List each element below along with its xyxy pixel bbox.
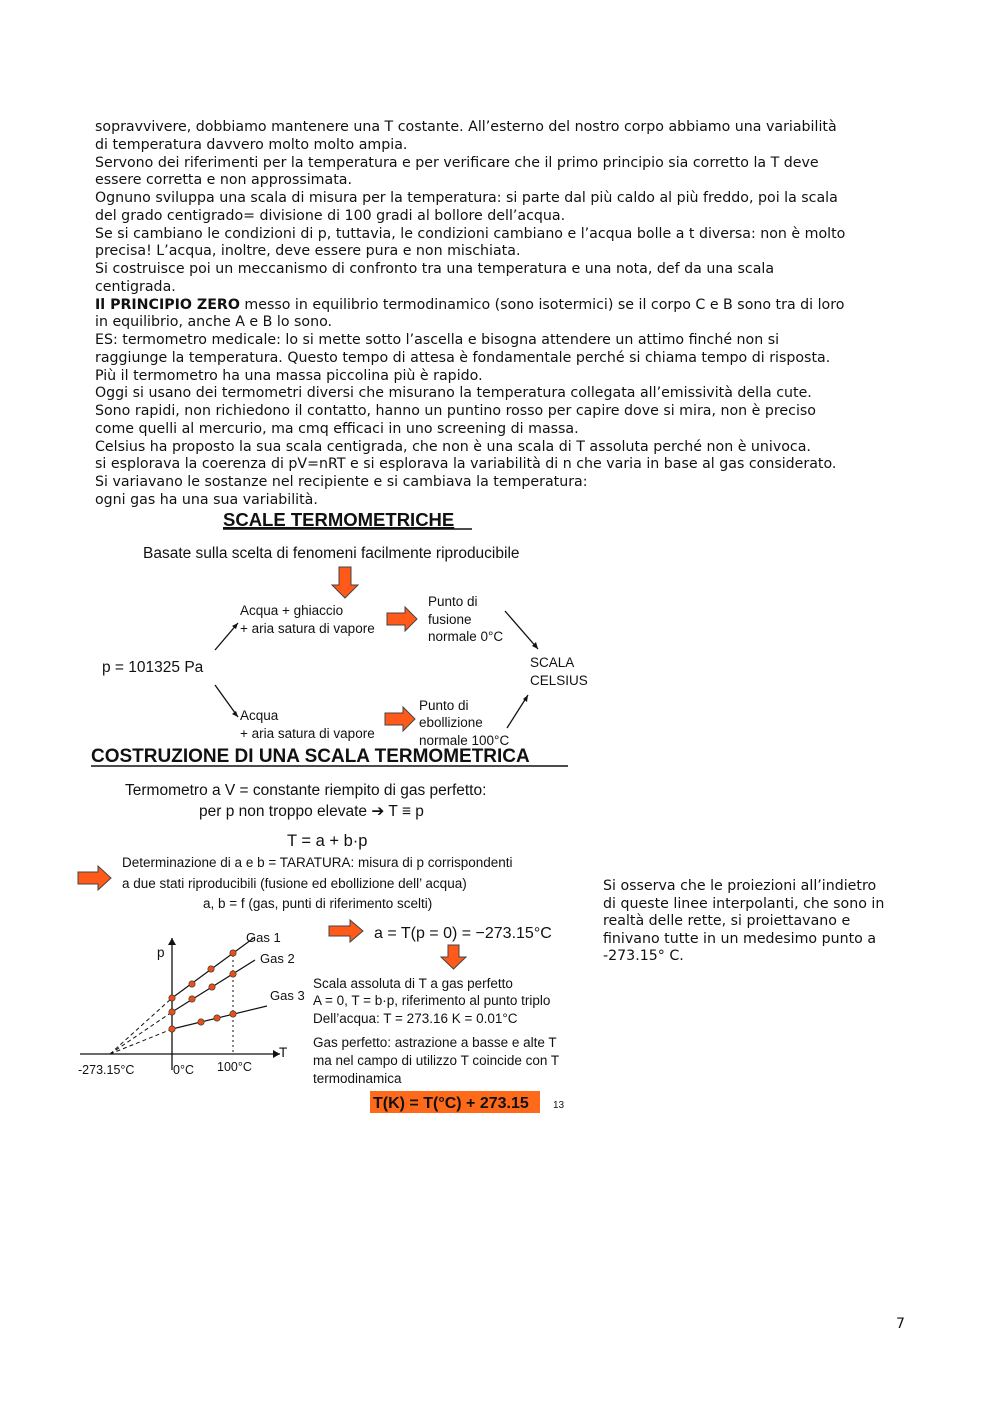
principio-rest: messo in equilibrio termodinamico (sono isotermici) se il corpo C e B sono tra di loro [239, 296, 845, 313]
body-line: Celsius ha proposto la sua scala centigrada, che non è una scala di T assoluta perché non è univoca. [95, 438, 811, 455]
slide1-title: SCALE TERMOMETRICHE [223, 509, 455, 530]
upper-right-2: fusione [428, 612, 472, 627]
det-line3: a, b = f (gas, punti di riferimento scelti) [203, 896, 433, 911]
slide1-subtitle: Basate sulla scelta di fenomeni facilmente riproducibile [143, 545, 520, 562]
body-line: Se si cambiano le condizioni di p, tuttavia, le condizioni cambiano e l’acqua bolle a t diversa: non è molto [95, 225, 846, 242]
slide-number: 13 [553, 1100, 565, 1111]
slide-costruzione-scala [75, 740, 595, 1115]
side-line: Si osserva che le proiezioni all’indietro [603, 878, 877, 894]
axis-y-label: p [157, 945, 165, 960]
body-line: precisa! L’acqua, inoltre, deve essere pura e non mischiata. [95, 243, 521, 260]
principio-bold: Il PRINCIPIO ZERO [95, 296, 240, 313]
abs-line2: A = 0, T = b·p, riferimento al punto triplo [313, 993, 551, 1008]
pressure-label: p = 101325 Pa [102, 659, 204, 676]
tick-neg: -273.15°C [78, 1063, 135, 1077]
gp-line3: termodinamica [313, 1071, 402, 1086]
body-line: si esplorava la coerenza di pV=nRT e si esplorava la variabilità di n che varia in base al gas considerato. [95, 456, 837, 473]
body-line: essere corretta e non approssimata. [95, 172, 352, 189]
scala-1: SCALA [530, 655, 575, 670]
side-line: finivano tutte in un medesimo punto a [603, 930, 877, 947]
side-line: realtà delle rette, si proiettavano e [603, 913, 851, 930]
slide2-formula: T = a + b·p [287, 832, 368, 850]
down-arrow-icon [441, 945, 466, 969]
det-line1: Determinazione di a e b = TARATURA: misura di p corrispondenti [122, 855, 513, 870]
upper-left-1: Acqua + ghiaccio [240, 603, 344, 618]
right-arrow-icon [387, 607, 417, 631]
body-line: di temperatura davvero molto molto ampia. [95, 136, 408, 153]
body-line: sopravvivere, dobbiamo mantenere una T costante. All’esterno del nostro corpo abbiamo una variabilità [95, 119, 837, 135]
lower-left-2: + aria satura di vapore [240, 726, 375, 741]
upper-right-3: normale 0°C [428, 629, 504, 644]
body-text [95, 119, 910, 510]
body-line: Si variavano le sostanze nel recipiente e si cambiava la temperatura: [95, 474, 588, 490]
abs-line1: Scala assoluta di T a gas perfetto [313, 976, 513, 991]
gp-line1: Gas perfetto: astrazione a basse e alte T [313, 1035, 557, 1050]
side-line: -273.15° C. [603, 948, 684, 965]
upper-right-1: Punto di [428, 594, 478, 609]
principio-line [95, 297, 910, 315]
lower-right-3: normale 100°C [419, 733, 510, 748]
scala-2: CELSIUS [530, 673, 588, 688]
lower-right-2: ebollizione [419, 715, 483, 730]
lower-right-1: Punto di [419, 698, 469, 713]
gas3-label: Gas 3 [270, 988, 305, 1003]
side-line: di queste linee interpolanti, che sono in [603, 895, 885, 912]
gas2-label: Gas 2 [260, 951, 295, 966]
right-arrow-icon [329, 920, 363, 942]
lower-left-1: Acqua [240, 708, 279, 723]
body-line: del grado centigrado= divisione di 100 gradi al bollore dell’acqua. [95, 207, 566, 224]
slide1-diagram [75, 505, 595, 748]
tick-100: 100°C [217, 1060, 252, 1074]
page-number: 7 [896, 1316, 905, 1332]
side-note [603, 878, 913, 966]
slide2-title: COSTRUZIONE DI UNA SCALA TERMOMETRICA [91, 746, 530, 767]
body-line: Oggi si usano dei termometri diversi che misurano la temperatura collegata all’emissività della cute. [95, 385, 812, 402]
body-line: come quelli al mercurio, ma cmq efficaci in uno screening di massa. [95, 420, 579, 437]
right-arrow-icon [78, 866, 111, 890]
gp-line2: ma nel campo di utilizzo T coincide con T [313, 1053, 560, 1068]
body-line: Si costruisce poi un meccanismo di confronto tra una temperatura e una nota, def da una scala [95, 261, 775, 277]
axis-x-label: T [279, 1045, 288, 1060]
det-line2: a due stati riproducibili (fusione ed ebollizione dell’ acqua) [122, 876, 467, 891]
a-formula: a = T(p = 0) = −273.15°C [374, 925, 552, 942]
body-line: ogni gas ha una sua variabilità. [95, 491, 318, 508]
down-arrow-icon [332, 567, 358, 598]
body-line: raggiunge la temperatura. Questo tempo di attesa è fondamentale perché si chiama tempo di risposta. [95, 349, 831, 366]
principio-line-2: in equilibrio, anche A e B lo sono. [95, 314, 333, 331]
body-line: ES: termometro medicale: lo si mette sotto l’ascella e bisogna attendere un attimo finché non si [95, 332, 780, 348]
p-t-graph [78, 930, 305, 1077]
slide-scale-termometriche [75, 505, 595, 748]
body-line: Sono rapidi, non richiedono il contatto, hanno un puntino rosso per capire dove si mira, non è preciso [95, 403, 816, 419]
abs-line3: Dell’acqua: T = 273.16 K = 0.01°C [313, 1011, 518, 1026]
body-line: Più il termometro ha una massa piccolina più è rapido. [95, 367, 483, 384]
slide2-diagram [75, 740, 595, 1115]
body-line: centigrada. [95, 278, 176, 295]
slide2-line1: Termometro a V = constante riempito di gas perfetto: [125, 782, 487, 799]
body-line: Servono dei riferimenti per la temperatura e per verificare che il primo principio sia corretto la T deve [95, 154, 819, 171]
gas1-label: Gas 1 [246, 930, 281, 945]
right-arrow-icon [385, 707, 415, 731]
slide2-line2: per p non troppo elevate ➔ T ≡ p [199, 803, 424, 820]
tick-zero: 0°C [173, 1063, 194, 1077]
kelvin-formula: T(K) = T(°C) + 273.15 [373, 1095, 529, 1112]
body-line: Ognuno sviluppa una scala di misura per la temperatura: si parte dal più caldo al più freddo, poi la scala [95, 190, 838, 206]
upper-left-2: + aria satura di vapore [240, 621, 375, 636]
